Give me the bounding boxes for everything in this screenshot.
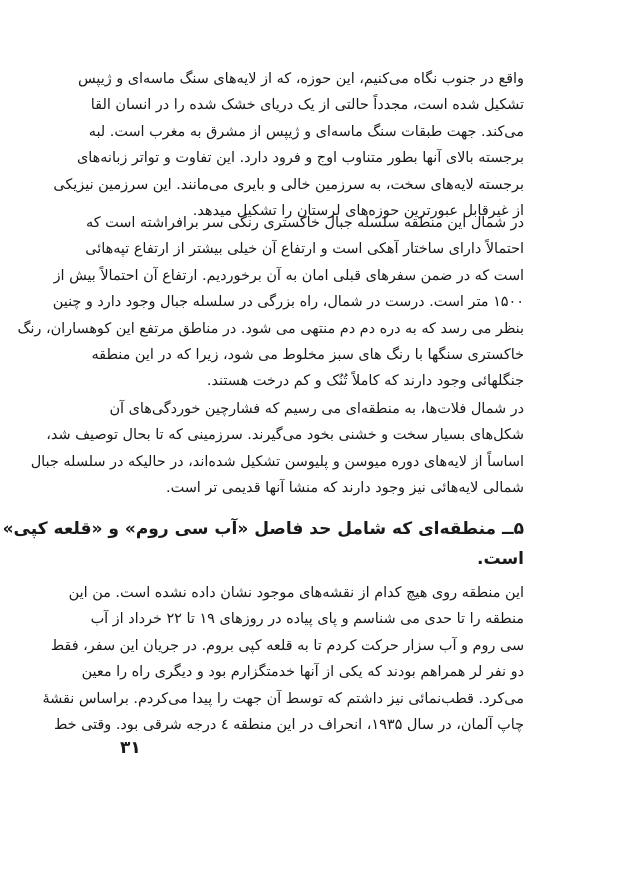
section-heading (2, 514, 524, 574)
paragraph-line: ۱۵۰۰ متر است. درست در شمال، راه بزرگی در سلسله جبال وجود دارد و چنین (52, 294, 524, 311)
paragraph-line: احتمالاً دارای ساختار آهکی است و ارتفاع آن خیلی بیشتر از ارتفاع تپه‌هائی (85, 241, 524, 258)
paragraph-line: شمالی لایه‌هائی نیز وجود دارند که منشا آنها قدیمی تر است. (166, 480, 524, 497)
paragraph-line: است که در ضمن سفرهای قبلی امان به آن برخوردیم. ارتفاع آن احتمالاً بیش از (53, 267, 524, 284)
page-number: ۳۱ (120, 738, 141, 758)
paragraph-line: دو نفر لر همراهم بودند که یکی از آنها خدمتگزارم بود و دیگری راه را معین (81, 664, 524, 681)
paragraph-line: در شمال این منطقه سلسله جبال خاکستری رنگی سر برافراشته است که (86, 215, 524, 231)
paragraph-line: خاکستری سنگها با رنگ های سبز مخلوط می شود، زیرا که در این منطقه (91, 346, 524, 363)
paragraph-line: تشکیل شده است، مجدداً حالتی از یک دریای خشک شده را در انسان القا (90, 97, 524, 114)
paragraph-line: از غیرقابل عبورترین حوزه‌های لرستان را تشکیل میدهد. (192, 202, 524, 219)
paragraph-line: چاپ آلمان، در سال ۱۹۳۵، انحراف در این منطقه ٤ درجه شرقی بود. وقتی خط (53, 716, 524, 733)
paragraph-line: در شمال فلات‌ها، به منطقه‌ای می رسیم که فشارچین خوردگی‌های آن (109, 401, 524, 417)
paragraph-line: منطقه را تا حدی می شناسم و پای پیاده در روزهای ۱۹ تا ۲۲ خرداد از آب (90, 611, 524, 628)
paragraph-4 (42, 580, 524, 738)
paragraph-3 (30, 396, 524, 502)
paragraph-line: می‌کند. جهت طبقات سنگ ماسه‌ای و ژیپس از مشرق به مغرب است. لبه (88, 123, 524, 140)
paragraph-line: برجسته بالای آنها بطور متناوب اوج و فرود دارد. این تفاوت و تواتر زبانه‌های (76, 150, 524, 167)
paragraph-line: شکل‌های بسیار سخت و خشنی بخود می‌گیرند. سرزمینی که تا بحال توصیف شد، (46, 427, 524, 444)
paragraph-line: اساساً از لایه‌های دوره میوسن و پلیوسن تشکیل شده‌اند، در حالیکه در سلسله جبال (30, 453, 524, 470)
paragraph-line: سی روم و آب سزار حرکت کردم تا به قلعه کپی بروم. در جریان این سفر، فقط (50, 637, 524, 654)
paragraph-line: می‌کرد. قطب‌نمائی نیز داشتم که توسط آن جهت را پیدا می‌کردم. براساس نقشهٔ (42, 690, 524, 707)
paragraph-line: برجسته لایه‌های سخت، به سرزمین خالی و بایری می‌مانند. این سرزمین نیزیکی (53, 176, 524, 193)
section-heading-line: است. (477, 549, 524, 569)
paragraph-line: جنگلهائی وجود دارند که کاملاً تُنُک و کم درخت هستند. (206, 373, 524, 390)
paragraph-1 (53, 66, 524, 224)
paragraph-line: واقع در جنوب نگاه می‌کنیم، این حوزه، که از لایه‌های سنگ ماسه‌ای و ژیپس (78, 71, 524, 87)
paragraph-2 (17, 210, 524, 395)
paragraph-line: بنظر می رسد که به دره دم دم منتهی می شود. در مناطق مرتفع این کوهساران، رنگ (17, 320, 524, 337)
section-heading-line: ۵ــ منطقه‌ای که شامل حد فاصل «آب سی روم» و «قلعه کپی» (2, 519, 524, 539)
paragraph-line: این منطقه روی هیچ کدام از نقشه‌های موجود نشان داده نشده است. من این (68, 585, 524, 601)
